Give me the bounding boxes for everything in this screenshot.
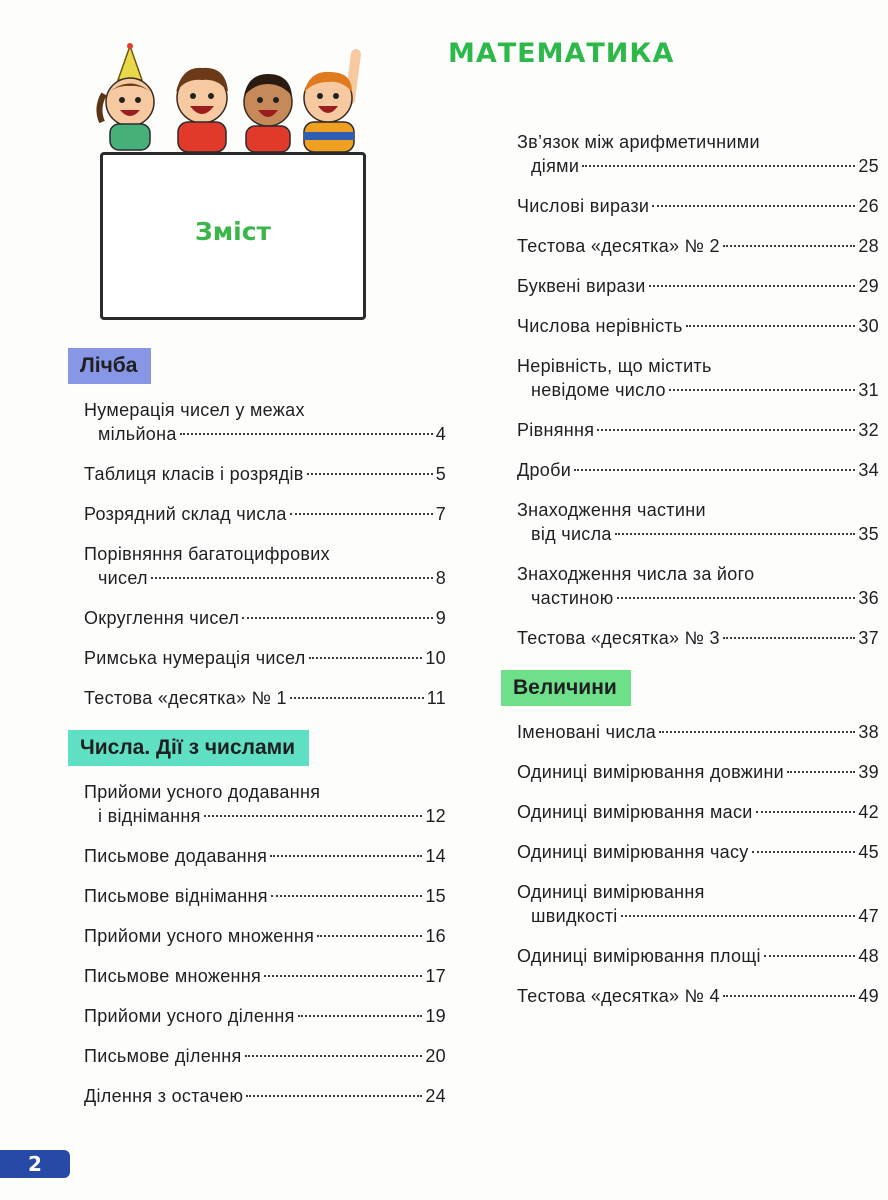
dot-leader [290,697,424,699]
entry-row [84,924,446,948]
toc-entry[interactable] [84,780,446,828]
toc-entry[interactable] [84,1044,446,1068]
entry-page-number: 28 [858,236,879,256]
contents-board [100,152,366,320]
entry-title: Письмове додавання [84,846,268,866]
entry-row [517,154,879,178]
entry-page-number: 12 [425,806,446,826]
dot-leader [764,955,856,957]
dot-leader [615,533,856,535]
toc-list [517,720,879,1008]
entry-row [517,586,879,610]
entry-page-number: 39 [858,762,879,782]
entry-title: Іменовані числа [517,722,657,742]
toc-list [84,398,446,710]
toc-list [84,780,446,1108]
entry-row [517,760,879,784]
entry-row [517,234,879,258]
entry-row [517,944,879,968]
entry-title: Письмове віднімання [84,886,268,906]
entry-title: Числові вирази [517,196,650,216]
entry-title-line1: Знаходження числа за його [517,564,755,584]
entry-page-number: 16 [425,926,446,946]
entry-page-number: 20 [425,1046,446,1066]
entry-row [517,522,879,546]
entry-page-number: 7 [435,504,446,524]
entry-page-number: 5 [435,464,446,484]
dot-leader [669,389,856,391]
toc-entry[interactable] [517,760,879,784]
toc-section [513,670,879,1008]
dot-leader [659,731,855,733]
entry-row [517,314,879,338]
entry-title: Одиниці вимірювання довжини [517,762,785,782]
dot-leader [574,469,855,471]
entry-title: від числа [531,524,612,544]
entry-title: Розрядний склад числа [84,504,287,524]
entry-row [517,984,879,1008]
toc-entry[interactable] [517,314,879,338]
toc-entry[interactable] [84,462,446,486]
dot-leader [151,577,433,579]
entry-title: Тестова «десятка» № 2 [517,236,720,256]
entry-page-number: 26 [858,196,879,216]
toc-section [517,130,879,650]
toc-entry[interactable] [517,418,879,442]
entry-row [517,904,879,928]
entry-row [517,840,879,864]
entry-title: Таблиця класів і розрядів [84,464,304,484]
dot-leader [582,165,855,167]
entry-page-number: 4 [435,424,446,444]
dot-leader [246,1095,422,1097]
entry-title: Римська нумерація чисел [84,648,306,668]
entry-page-number: 8 [435,568,446,588]
section-heading: Лічба [68,348,151,384]
entry-row [84,1044,446,1068]
entry-row [517,418,879,442]
toc-entry[interactable] [517,458,879,482]
board-title: Зміст [194,217,272,246]
entry-title-line1: Прийоми усного додавання [84,782,321,802]
dot-leader [723,245,856,247]
entry-title: мільйона [98,424,177,444]
entry-page-number: 36 [858,588,879,608]
entry-page-number: 49 [858,986,879,1006]
entry-page-number: 14 [425,846,446,866]
entry-page-number: 31 [858,380,879,400]
entry-row [517,458,879,482]
entry-title: Тестова «десятка» № 4 [517,986,720,1006]
entry-page-number: 37 [858,628,879,648]
entry-row [84,884,446,908]
toc-entry[interactable] [517,944,879,968]
toc-entry[interactable] [517,840,879,864]
toc-entry[interactable] [517,720,879,744]
page-number-badge: 2 [0,1150,70,1178]
dot-leader [597,429,855,431]
entry-title: Письмове ділення [84,1046,242,1066]
entry-title: чисел [98,568,148,588]
dot-leader [270,855,422,857]
toc-entry[interactable] [517,984,879,1008]
entry-page-number: 17 [425,966,446,986]
toc-entry[interactable] [84,1084,446,1108]
entry-title-line1: Одиниці вимірювання [517,882,705,902]
toc-entry[interactable] [517,130,879,178]
entry-title-line1: Зв’язок між арифметичними [517,132,760,152]
toc-section [80,730,446,1108]
entry-row [84,964,446,988]
entry-title: Одиниці вимірювання площі [517,946,761,966]
dot-leader [307,473,433,475]
entry-row [84,606,446,630]
dot-leader [686,325,856,327]
dot-leader [652,205,855,207]
entry-row [84,462,446,486]
entry-title: Буквені вирази [517,276,646,296]
toc-entry[interactable] [517,800,879,824]
entry-title: Письмове множення [84,966,262,986]
entry-title-line1: Нумерація чисел у межах [84,400,305,420]
dot-leader [290,513,433,515]
entry-title: і віднімання [98,806,201,826]
toc-column-left [80,348,446,1128]
entry-title: діями [531,156,580,176]
entry-page-number: 29 [858,276,879,296]
toc-entry[interactable] [84,964,446,988]
entry-page-number: 45 [858,842,879,862]
entry-title-line1: Порівняння багатоцифрових [84,544,330,564]
toc-entry[interactable] [84,398,446,446]
entry-title: Дроби [517,460,572,480]
dot-leader [180,433,433,435]
entry-page-number: 11 [426,688,446,708]
entry-page-number: 25 [858,156,879,176]
entry-row [84,804,446,828]
toc-entry[interactable] [84,1004,446,1028]
toc-entry[interactable] [84,884,446,908]
entry-page-number: 47 [858,906,879,926]
entry-title: невідоме число [531,380,666,400]
toc-entry[interactable] [84,646,446,670]
entry-row [84,566,446,590]
dot-leader [264,975,422,977]
entry-page-number: 24 [425,1086,446,1106]
boy-red-shirt-2 [244,74,292,152]
dot-leader [723,995,856,997]
toc-entry[interactable] [517,194,879,218]
entry-title: Прийоми усного ділення [84,1006,295,1026]
dot-leader [298,1015,423,1017]
entry-row [84,646,446,670]
entry-row [517,720,879,744]
dot-leader [621,915,856,917]
entry-page-number: 9 [435,608,446,628]
entry-row [517,626,879,650]
toc-column-right [513,130,879,1028]
entry-page-number: 19 [425,1006,446,1026]
entry-title: Тестова «десятка» № 3 [517,628,720,648]
entry-title: Числова нерівність [517,316,683,336]
dot-leader [271,895,423,897]
toc-entry[interactable] [84,686,446,710]
entry-page-number: 35 [858,524,879,544]
girl-with-party-hat [99,43,154,150]
toc-entry[interactable] [517,880,879,928]
entry-page-number: 34 [858,460,879,480]
dot-leader [723,637,856,639]
dot-leader [242,617,433,619]
dot-leader [317,935,422,937]
entry-row [84,422,446,446]
entry-row [84,686,446,710]
toc-entry[interactable] [84,844,446,868]
dot-leader [309,657,423,659]
entry-title: Тестова «десятка» № 1 [84,688,287,708]
dot-leader [752,851,856,853]
subject-title: МАТЕМАТИКА [448,38,675,69]
entry-row [84,1004,446,1028]
toc-entry[interactable] [84,606,446,630]
entry-page-number: 38 [858,722,879,742]
entry-page-number: 15 [425,886,446,906]
entry-title-line1: Знаходження частини [517,500,706,520]
toc-entry[interactable] [517,626,879,650]
entry-row [517,800,879,824]
toc-entry[interactable] [84,502,446,526]
boy-waving [304,54,356,152]
section-heading: Величини [501,670,631,706]
entry-title: Прийоми усного множення [84,926,315,946]
entry-title: Одиниці вимірювання часу [517,842,749,862]
toc-entry[interactable] [84,924,446,948]
entry-row [84,1084,446,1108]
entry-page-number: 10 [425,648,446,668]
dot-leader [245,1055,423,1057]
section-heading: Числа. Дії з числами [68,730,309,766]
entry-title: Ділення з остачею [84,1086,244,1106]
toc-section [80,348,446,710]
entry-page-number: 32 [858,420,879,440]
toc-entry[interactable] [517,498,879,546]
toc-entry[interactable] [84,542,446,590]
toc-entry[interactable] [517,274,879,298]
toc-entry[interactable] [517,234,879,258]
entry-title: Рівняння [517,420,595,440]
boy-red-shirt-1 [176,68,228,152]
dot-leader [617,597,856,599]
entry-row [84,844,446,868]
entry-row [517,194,879,218]
entry-page-number: 48 [858,946,879,966]
toc-entry[interactable] [517,354,879,402]
entry-row [84,502,446,526]
dot-leader [787,771,855,773]
entry-page-number: 30 [858,316,879,336]
entry-row [517,378,879,402]
dot-leader [649,285,856,287]
entry-title: Округлення чисел [84,608,240,628]
toc-entry[interactable] [517,562,879,610]
entry-title: частиною [531,588,614,608]
entry-row [517,274,879,298]
dot-leader [204,815,423,817]
entry-title: Одиниці вимірювання маси [517,802,753,822]
toc-list [517,130,879,650]
entry-page-number: 42 [858,802,879,822]
dot-leader [756,811,856,813]
entry-title: швидкості [531,906,618,926]
entry-title-line1: Нерівність, що містить [517,356,712,376]
